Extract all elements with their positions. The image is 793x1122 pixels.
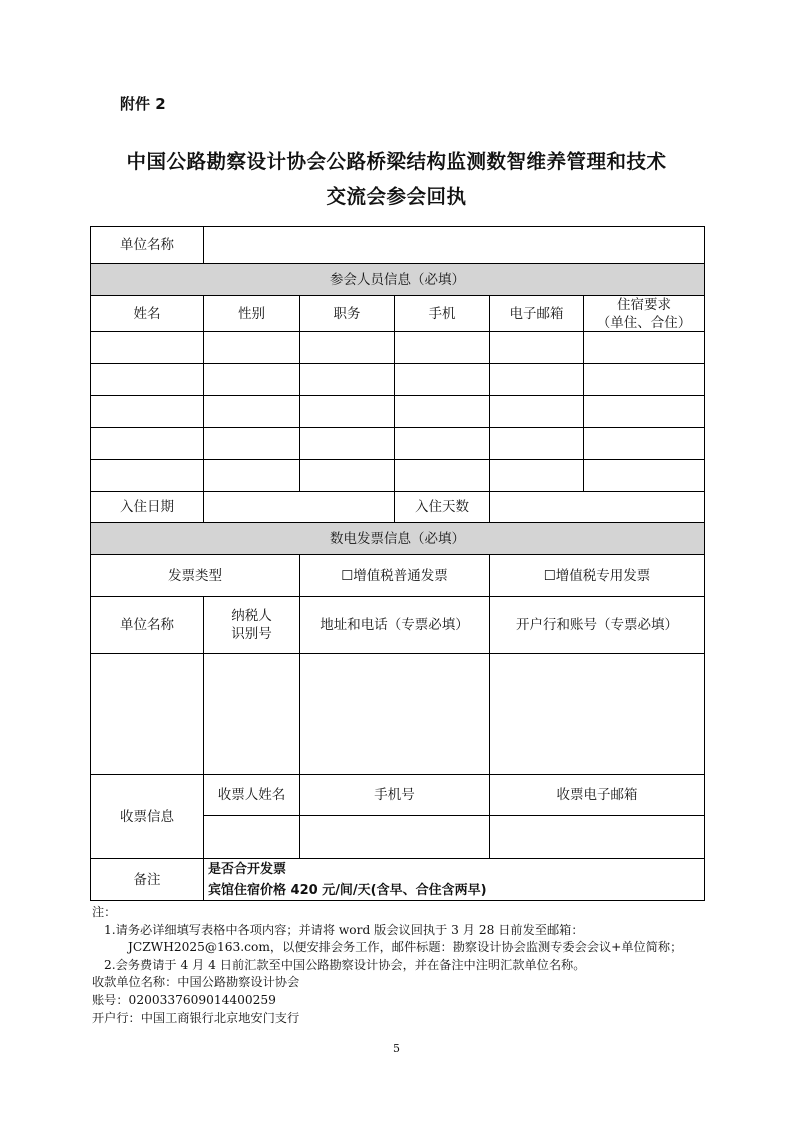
receiver-name-field[interactable] — [204, 816, 299, 858]
receiver-email-label: 收票电子邮箱 — [556, 787, 638, 803]
remarks-line-1: 是否合开发票 — [208, 862, 287, 877]
invoice-unit-name-field[interactable] — [91, 654, 203, 774]
page-number: 5 — [393, 1042, 400, 1055]
remarks-content[interactable] — [208, 859, 487, 901]
form-title-line-1: 中国公路勘察设计协会公路桥梁结构监测数智维养管理和技术 — [126, 150, 667, 173]
checkin-days-label: 入住天数 — [415, 499, 469, 515]
unit-name-field[interactable] — [204, 227, 704, 263]
receiver-info-label: 收票信息 — [120, 808, 174, 825]
notes-account: 账号：0200337609014400259 — [92, 992, 276, 1007]
receiver-email-field[interactable] — [490, 816, 704, 858]
taxpayer-id-field[interactable] — [204, 654, 299, 774]
receiver-phone-label: 手机号 — [374, 787, 415, 803]
bank-account-field[interactable] — [490, 654, 704, 774]
header-email: 电子邮箱 — [509, 305, 564, 322]
remarks-label: 备注 — [133, 871, 161, 888]
header-accommodation-line1: 住宿要求 — [617, 296, 671, 313]
receiver-name-label: 收票人姓名 — [217, 787, 286, 803]
header-accommodation — [584, 296, 704, 331]
header-gender: 性别 — [238, 305, 265, 322]
checkin-days-field[interactable] — [490, 492, 704, 522]
notes-line-3: 2.会务费请于 4 月 4 日前汇款至中国公路勘察设计协会，并在备注中注明汇款单位名称。 — [104, 957, 586, 972]
taxpayer-id-line1: 纳税人 — [231, 608, 272, 624]
notes-line-2: JCZWH2025@163.com，以便安排会务工作，邮件标题：勘察设计协会监测专委会会议+单位简称； — [128, 940, 683, 955]
notes-bank: 开户行：中国工商银行北京地安门支行 — [92, 1010, 300, 1025]
notes-line-1: 1.请务必详细填写表格中各项内容；并请将 word 版会议回执于 3 月 28 日前发至邮箱： — [104, 922, 584, 937]
taxpayer-id-label — [204, 597, 299, 653]
notes-payee: 收款单位名称：中国公路勘察设计协会 — [92, 975, 300, 990]
header-name: 姓名 — [133, 305, 161, 322]
remarks-line-2: 宾馆住宿价格 420 元/间/天(含早、合住含两早) — [208, 883, 487, 898]
header-position: 职务 — [333, 305, 361, 322]
receiver-phone-field[interactable] — [300, 816, 489, 858]
attachment-label: 附件 2 — [120, 95, 166, 113]
invoice-option-special[interactable]: ☐增值税专用发票 — [543, 567, 651, 584]
attendee-section-title: 参会人员信息（必填） — [330, 271, 465, 288]
checkin-date-label: 入住日期 — [120, 499, 174, 515]
form-title-line-2: 交流会参会回执 — [326, 185, 467, 208]
invoice-type-label: 发票类型 — [168, 567, 222, 584]
address-phone-label: 地址和电话（专票必填） — [320, 617, 469, 633]
address-phone-field[interactable] — [300, 654, 489, 774]
checkin-date-field[interactable] — [204, 492, 394, 522]
invoice-unit-name-label: 单位名称 — [120, 617, 174, 633]
invoice-option-normal[interactable]: ☐增值税普通发票 — [341, 567, 448, 584]
invoice-section-title: 数电发票信息（必填） — [330, 530, 465, 547]
taxpayer-id-line2: 识别号 — [231, 626, 272, 642]
header-accommodation-line2: （单住、合住） — [596, 314, 692, 331]
notes-section — [92, 904, 682, 1027]
unit-name-label: 单位名称 — [120, 237, 174, 253]
bank-account-label: 开户行和账号（专票必填） — [516, 617, 678, 633]
header-phone: 手机 — [428, 305, 456, 322]
notes-heading: 注： — [92, 905, 117, 919]
